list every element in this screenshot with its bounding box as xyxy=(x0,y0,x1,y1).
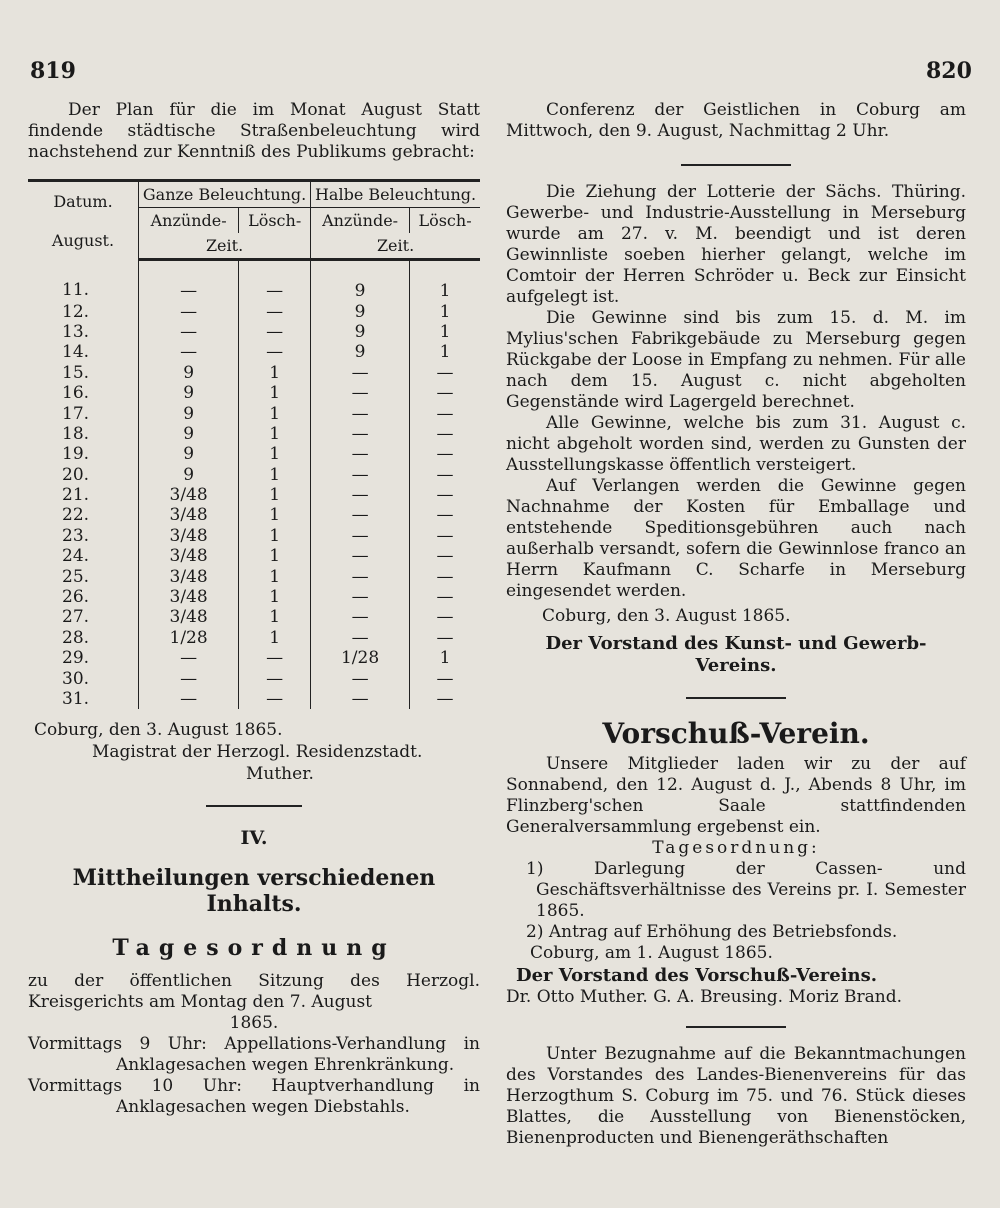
cell-full-losch: 1 xyxy=(239,628,311,648)
cell-half-losch: — xyxy=(410,607,480,627)
table-row xyxy=(28,628,480,648)
cell-full-anz: 9 xyxy=(183,383,195,404)
cell-half-losch: — xyxy=(410,546,480,566)
agenda-year: 1865. xyxy=(229,1013,279,1034)
divider xyxy=(681,164,791,166)
cell-date: 20. xyxy=(28,465,139,485)
lighting-signature-office: Magistrat der Herzogl. Residenzstadt. xyxy=(92,742,423,763)
verein-agenda-item-1: 1) Darlegung der Cassen- und Geschäftsverhältnisse des Vereins pr. I. Semester 1865. xyxy=(526,859,966,921)
cell-full-losch: 1 xyxy=(239,403,311,423)
cell-half-anz: 9 xyxy=(354,321,366,342)
cell-half-anz: 9 xyxy=(354,301,366,322)
cell-full-anz: — xyxy=(180,321,198,342)
cell-half-anz: — xyxy=(351,607,369,628)
cell-full-losch: 1 xyxy=(239,587,311,607)
cell-date: 11. xyxy=(28,260,139,302)
cell-full-losch: — xyxy=(239,668,311,688)
cell-half-anz: — xyxy=(351,546,369,567)
agenda-title: Tagesordnung xyxy=(112,935,396,962)
cell-half-anz: — xyxy=(351,525,369,546)
cell-half-losch: — xyxy=(410,689,480,709)
agenda-item-2: Vormittags 10 Uhr: Hauptverhandlung in Anklagesachen wegen Diebstahls. xyxy=(28,1076,480,1118)
table-row xyxy=(28,342,480,362)
conference-notice: Conferenz der Geistlichen in Coburg am Mittwoch, den 9. August, Nachmittag 2 Uhr. xyxy=(506,100,966,141)
cell-date: 14. xyxy=(28,342,139,362)
cell-half-losch: — xyxy=(410,465,480,485)
cell-full-anz: — xyxy=(180,648,198,669)
cell-full-anz: 3/48 xyxy=(169,607,208,628)
header-august: August. xyxy=(51,230,115,250)
cell-date: 21. xyxy=(28,485,139,505)
table-row xyxy=(28,485,480,505)
header-anz-2: Anzünde- xyxy=(322,211,399,230)
left-column xyxy=(28,100,480,1118)
cell-full-losch: 1 xyxy=(239,526,311,546)
cell-half-losch: — xyxy=(410,505,480,525)
cell-date: 30. xyxy=(28,668,139,688)
cell-full-losch: — xyxy=(239,648,311,668)
lottery-paragraph-4: Auf Verlangen werden die Gewinne gegen Nachnahme der Kosten für Emballage und entstehende Speditionsgebühren auch nach außerhalb versandt, sofern die Gewinnlose franco an Herrn Kaufmann C. Scharfe in Merseburg eingesendet werden. xyxy=(506,476,966,601)
table-row xyxy=(28,465,480,485)
cell-half-losch: 1 xyxy=(410,301,480,321)
table-row xyxy=(28,444,480,464)
agenda-subtitle: zu der öffentlichen Sitzung des Herzogl. Kreisgerichts am Montag den 7. August xyxy=(28,971,480,1013)
lighting-intro: Der Plan für die im Monat August Statt findende städtische Straßenbeleuchtung wird nachstehend zur Kenntniß des Publikums gebracht: xyxy=(28,100,480,162)
table-row xyxy=(28,383,480,403)
cell-half-losch: — xyxy=(410,526,480,546)
cell-half-anz: — xyxy=(351,689,369,709)
right-column xyxy=(506,100,966,1149)
cell-half-losch: — xyxy=(410,628,480,648)
cell-date: 26. xyxy=(28,587,139,607)
cell-half-anz: 9 xyxy=(354,342,366,363)
cell-full-anz: 3/48 xyxy=(169,485,208,506)
cell-date: 31. xyxy=(28,689,139,709)
lighting-signature-date: Coburg, den 3. August 1865. xyxy=(34,720,283,741)
cell-half-anz: 9 xyxy=(354,281,366,302)
table-row xyxy=(28,689,480,709)
cell-date: 15. xyxy=(28,363,139,383)
cell-half-anz: — xyxy=(351,444,369,465)
cell-full-anz: — xyxy=(180,342,198,363)
cell-full-losch: 1 xyxy=(239,546,311,566)
cell-half-losch: — xyxy=(410,363,480,383)
header-date xyxy=(28,181,139,260)
header-full-lighting: Ganze Beleuchtung. xyxy=(139,181,311,208)
cell-half-anz: — xyxy=(351,383,369,404)
lighting-table xyxy=(28,179,480,709)
table-row xyxy=(28,403,480,423)
cell-full-anz: — xyxy=(180,281,198,302)
lottery-paragraph-1: Die Ziehung der Lotterie der Sächs. Thüring. Gewerbe- und Industrie-Ausstellung in Merseburg wurde am 27. v. M. beendigt und ist deren Gewinnliste soeben hierher gelangt, welche im Comtoir der Herren Schröder u. Beck zur Einsicht aufgelegt ist. xyxy=(506,182,966,307)
cell-half-anz: 1/28 xyxy=(340,648,380,669)
table-row xyxy=(28,526,480,546)
verein-names: Dr. Otto Muther. G. A. Breusing. Moriz Brand. xyxy=(506,987,903,1007)
cell-half-anz: — xyxy=(351,485,369,506)
cell-full-losch: — xyxy=(239,342,311,362)
cell-half-anz: — xyxy=(351,668,369,689)
table-row xyxy=(28,322,480,342)
agenda-item-1: Vormittags 9 Uhr: Appellations-Verhandlung in Anklagesachen wegen Ehrenkränkung. xyxy=(28,1034,480,1076)
cell-full-losch: 1 xyxy=(239,607,311,627)
page-number-left: 819 xyxy=(30,58,76,84)
header-losch-2: Lösch- xyxy=(410,208,480,234)
lottery-signature: Der Vorstand des Kunst- und Gewerb-Vereins. xyxy=(545,633,927,676)
cell-full-losch: — xyxy=(239,260,311,302)
header-datum: Datum. xyxy=(53,191,113,211)
table-row xyxy=(28,301,480,321)
cell-full-anz: 1/28 xyxy=(169,627,208,648)
header-zeit-2: Zeit. xyxy=(311,233,480,260)
cell-full-anz: 9 xyxy=(183,464,195,485)
cell-full-anz: 3/48 xyxy=(169,525,208,546)
verein-title: Vorschuß-Verein. xyxy=(602,717,870,750)
cell-full-anz: 3/48 xyxy=(169,505,208,526)
cell-full-losch: 1 xyxy=(239,465,311,485)
cell-half-losch: 1 xyxy=(410,260,480,302)
cell-full-anz: 3/48 xyxy=(169,566,208,587)
cell-date: 29. xyxy=(28,648,139,668)
cell-half-anz: — xyxy=(351,362,369,383)
cell-half-losch: — xyxy=(410,383,480,403)
verein-agenda-title: Tagesordnung: xyxy=(652,838,820,858)
cell-half-losch: 1 xyxy=(410,322,480,342)
table-row xyxy=(28,546,480,566)
cell-full-losch: — xyxy=(239,322,311,342)
table-row xyxy=(28,648,480,668)
cell-date: 23. xyxy=(28,526,139,546)
table-row xyxy=(28,505,480,525)
cell-date: 28. xyxy=(28,628,139,648)
cell-date: 24. xyxy=(28,546,139,566)
table-row xyxy=(28,260,480,302)
cell-half-anz: — xyxy=(351,505,369,526)
cell-full-anz: 9 xyxy=(183,362,195,383)
cell-half-anz: — xyxy=(351,587,369,608)
cell-half-losch: — xyxy=(410,444,480,464)
lottery-date: Coburg, den 3. August 1865. xyxy=(542,606,791,626)
cell-full-losch: 1 xyxy=(239,363,311,383)
cell-date: 27. xyxy=(28,607,139,627)
cell-date: 12. xyxy=(28,301,139,321)
cell-date: 17. xyxy=(28,403,139,423)
verein-signature: Der Vorstand des Vorschuß-Vereins. xyxy=(516,965,878,986)
cell-full-anz: 9 xyxy=(183,444,195,465)
lighting-signature-name: Muther. xyxy=(246,764,314,785)
header-half-lighting: Halbe Beleuchtung. xyxy=(311,181,480,208)
cell-full-anz: 3/48 xyxy=(169,546,208,567)
cell-date: 18. xyxy=(28,424,139,444)
cell-full-losch: 1 xyxy=(239,424,311,444)
header-zeit-1: Zeit. xyxy=(139,233,311,260)
cell-date: 19. xyxy=(28,444,139,464)
cell-full-anz: — xyxy=(180,301,198,322)
cell-date: 13. xyxy=(28,322,139,342)
cell-date: 16. xyxy=(28,383,139,403)
cell-half-losch: — xyxy=(410,566,480,586)
cell-half-losch: 1 xyxy=(410,342,480,362)
table-row xyxy=(28,668,480,688)
cell-full-losch: — xyxy=(239,689,311,709)
page-number-right: 820 xyxy=(926,58,972,84)
cell-full-losch: — xyxy=(239,301,311,321)
cell-full-anz: — xyxy=(180,668,198,689)
cell-full-losch: 1 xyxy=(239,383,311,403)
cell-half-anz: — xyxy=(351,403,369,424)
table-row xyxy=(28,363,480,383)
cell-half-anz: — xyxy=(351,627,369,648)
header-anz-1: Anzünde- xyxy=(150,211,227,230)
cell-half-losch: 1 xyxy=(410,648,480,668)
cell-half-losch: — xyxy=(410,424,480,444)
section-title: Mittheilungen verschiedenen Inhalts. xyxy=(72,865,436,918)
table-row xyxy=(28,566,480,586)
cell-full-losch: 1 xyxy=(239,505,311,525)
cell-half-anz: — xyxy=(351,464,369,485)
cell-full-losch: 1 xyxy=(239,485,311,505)
bees-paragraph: Unter Bezugnahme auf die Bekanntmachungen des Vorstandes des Landes-Bienenvereins für das Herzogthum S. Coburg im 75. und 76. Stück dieses Blattes, die Ausstellung von Bienenstöcken, Bienenproducten und Bienengeräthschaften xyxy=(506,1044,966,1148)
table-row xyxy=(28,607,480,627)
table-row xyxy=(28,424,480,444)
verein-paragraph: Unsere Mitglieder laden wir zu der auf Sonnabend, den 12. August d. J., Abends 8 Uhr, im Flinzberg'schen Saale stattfindenden Generalversammlung ergebenst ein. xyxy=(506,754,966,837)
header-losch-1: Lösch- xyxy=(239,208,311,234)
lottery-paragraph-2: Die Gewinne sind bis zum 15. d. M. im Mylius'schen Fabrikgebäude zu Merseburg gegen Rückgabe der Loose in Empfang zu nehmen. Für alle nach dem 15. August c. nicht abgeholten Gegenstände wird Lagergeld berechnet. xyxy=(506,308,966,412)
cell-half-losch: — xyxy=(410,668,480,688)
cell-full-anz: 3/48 xyxy=(169,587,208,608)
divider xyxy=(686,697,786,699)
cell-full-anz: 9 xyxy=(183,423,195,444)
cell-date: 22. xyxy=(28,505,139,525)
lottery-paragraph-3: Alle Gewinne, welche bis zum 31. August c. nicht abgeholt worden sind, werden zu Gunsten der Ausstellungskasse öffentlich versteigert. xyxy=(506,413,966,475)
cell-date: 25. xyxy=(28,566,139,586)
section-number: IV. xyxy=(240,827,268,850)
cell-full-anz: — xyxy=(180,689,198,709)
cell-full-anz: 9 xyxy=(183,403,195,424)
cell-half-anz: — xyxy=(351,423,369,444)
verein-date: Coburg, am 1. August 1865. xyxy=(530,943,773,963)
cell-half-anz: — xyxy=(351,566,369,587)
verein-agenda-item-2: 2) Antrag auf Erhöhung des Betriebsfonds. xyxy=(526,922,898,942)
divider xyxy=(206,805,302,807)
cell-full-losch: 1 xyxy=(239,566,311,586)
cell-half-losch: — xyxy=(410,403,480,423)
table-row xyxy=(28,587,480,607)
cell-full-losch: 1 xyxy=(239,444,311,464)
cell-half-losch: — xyxy=(410,587,480,607)
cell-half-losch: — xyxy=(410,485,480,505)
divider xyxy=(686,1026,786,1028)
